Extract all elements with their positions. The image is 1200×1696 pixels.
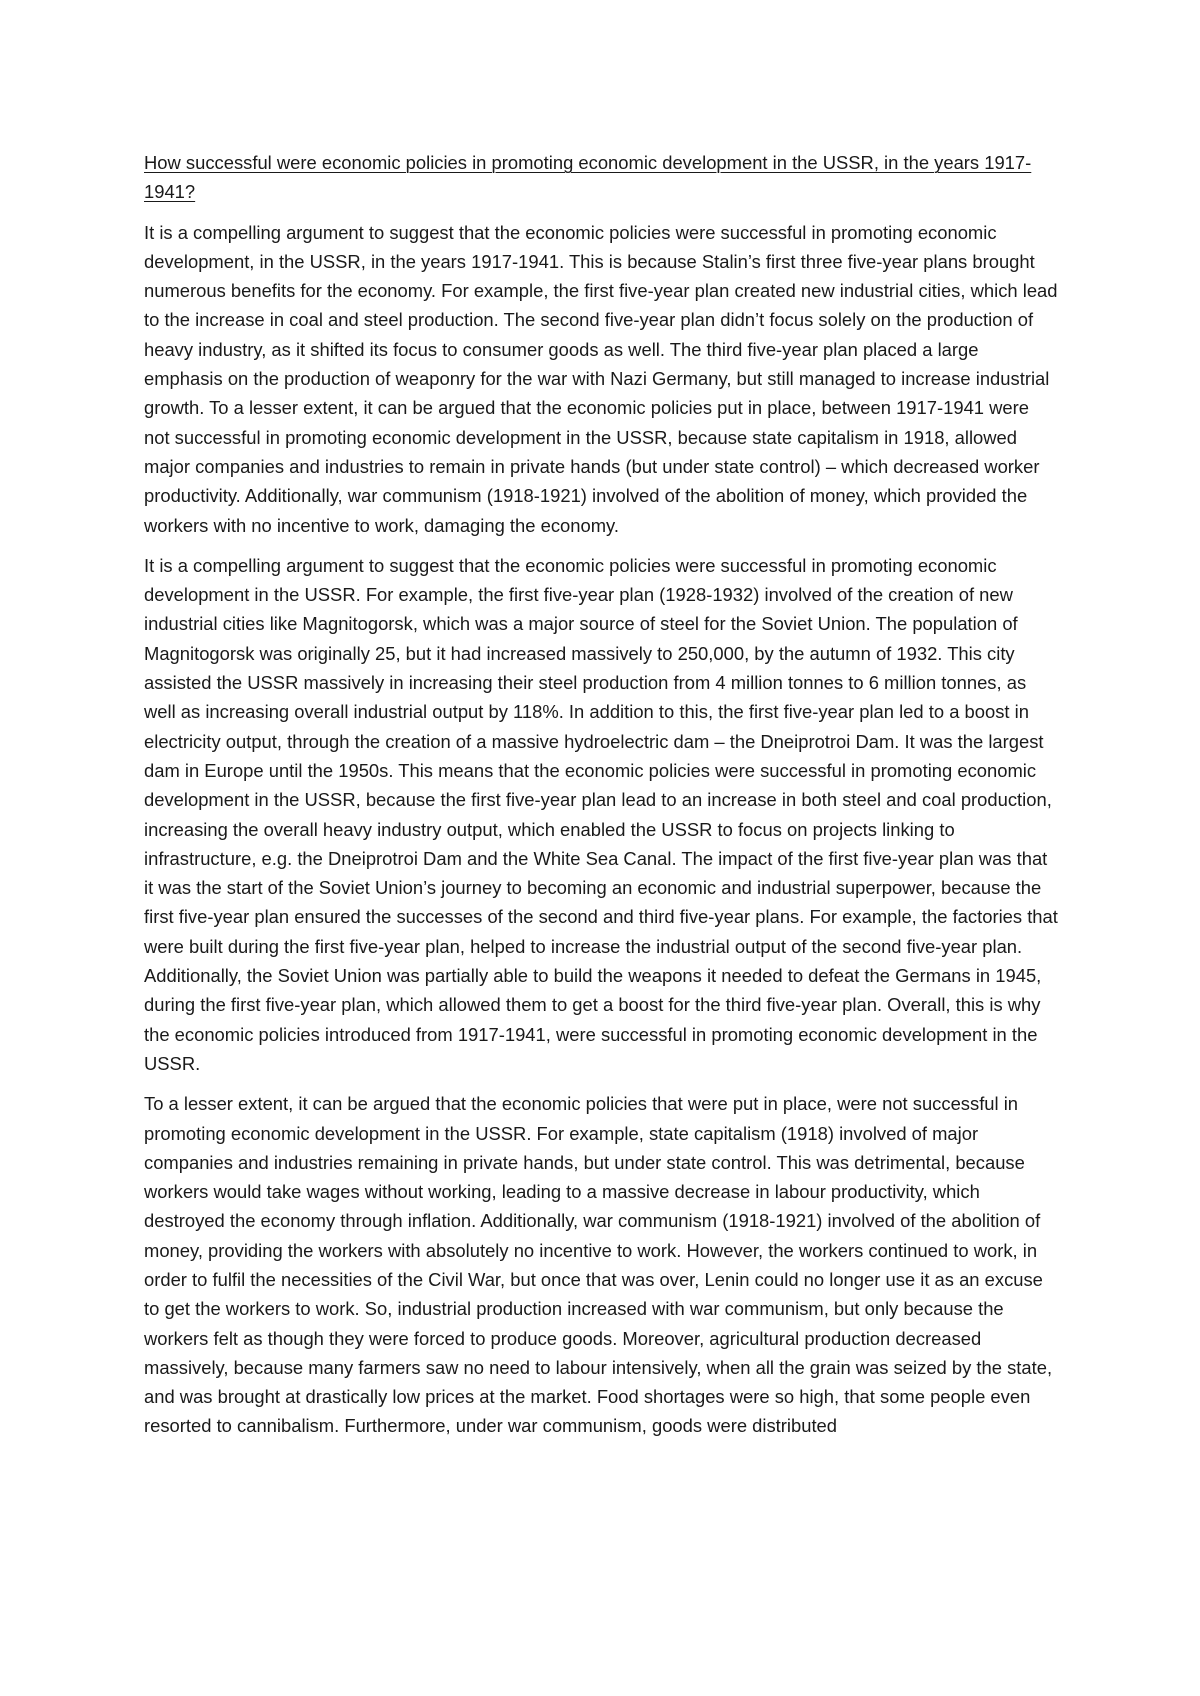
paragraph-introduction: It is a compelling argument to suggest that the economic policies were successful in promoting economic development, in the USSR, in the years 1917-1941. This is because Stalin’s first three five-year plans brought numerous benefits for the economy. For example, the first five-year plan created new industrial cities, which lead to the increase in coal and steel production. The second five-year plan didn’t focus solely on the production of heavy industry, as it shifted its focus to consumer goods as well. The third five-year plan placed a large emphasis on the production of weaponry for the war with Nazi Germany, but still managed to increase industrial growth. To a lesser extent, it can be argued that the economic policies put in place, between 1917-1941 were not successful in promoting economic development in the USSR, because state capitalism in 1918, allowed major companies and industries to remain in private hands (but under state control) – which decreased worker productivity. Additionally, war communism (1918-1921) involved of the abolition of money, which provided the workers with no incentive to work, damaging the economy. [144, 221, 1058, 536]
document-body [144, 148, 1059, 1452]
essay-title: How successful were economic policies in promoting economic development in the USSR, in the years 1917-1941? [144, 152, 1032, 203]
paragraph-successful-policies: It is a compelling argument to suggest that the economic policies were successful in promoting economic development in the USSR. For example, the first five-year plan (1928-1932) involved of the creation of new industrial cities like Magnitogorsk, which was a major source of steel for the Soviet Union. The population of Magnitogorsk was originally 25, but it had increased massively to 250,000, by the autumn of 1932. This city assisted the USSR massively in increasing their steel production from 4 million tonnes to 6 million tonnes, as well as increasing overall industrial output by 118%. In addition to this, the first five-year plan led to a boost in electricity output, through the creation of a massive hydroelectric dam – the Dneiprotroi Dam. It was the largest dam in Europe until the 1950s. This means that the economic policies were successful in promoting economic development in the USSR, because the first five-year plan lead to an increase in both steel and coal production, increasing the overall heavy industry output, which enabled the USSR to focus on projects linking to infrastructure, e.g. the Dneiprotroi Dam and the White Sea Canal. The impact of the first five-year plan was that it was the start of the Soviet Union’s journey to becoming an economic and industrial superpower, because the first five-year plan ensured the successes of the second and third five-year plans. For example, the factories that were built during the first five-year plan, helped to increase the industrial output of the second five-year plan. Additionally, the Soviet Union was partially able to build the weapons it needed to defeat the Germans in 1945, during the first five-year plan, which allowed them to get a boost for the third five-year plan. Overall, this is why the economic policies introduced from 1917-1941, were successful in promoting economic development in the USSR. [144, 554, 1058, 1074]
paragraph-unsuccessful-policies: To a lesser extent, it can be argued that the economic policies that were put in place, were not successful in promoting economic development in the USSR. For example, state capitalism (1918) involved of major companies and industries remaining in private hands, but under state control. This was detrimental, because workers would take wages without working, leading to a massive decrease in labour productivity, which destroyed the economy through inflation. Additionally, war communism (1918-1921) involved of the abolition of money, providing the workers with absolutely no incentive to work. However, the workers continued to work, in order to fulfil the necessities of the Civil War, but once that was over, Lenin could no longer use it as an excuse to get the workers to work. So, industrial production increased with war communism, but only because the workers felt as though they were forced to produce goods. Moreover, agricultural production decreased massively, because many farmers saw no need to labour intensively, when all the grain was seized by the state, and was brought at drastically low prices at the market. Food shortages were so high, that some people even resorted to cannibalism. Furthermore, under war communism, goods were distributed [144, 1093, 1053, 1437]
